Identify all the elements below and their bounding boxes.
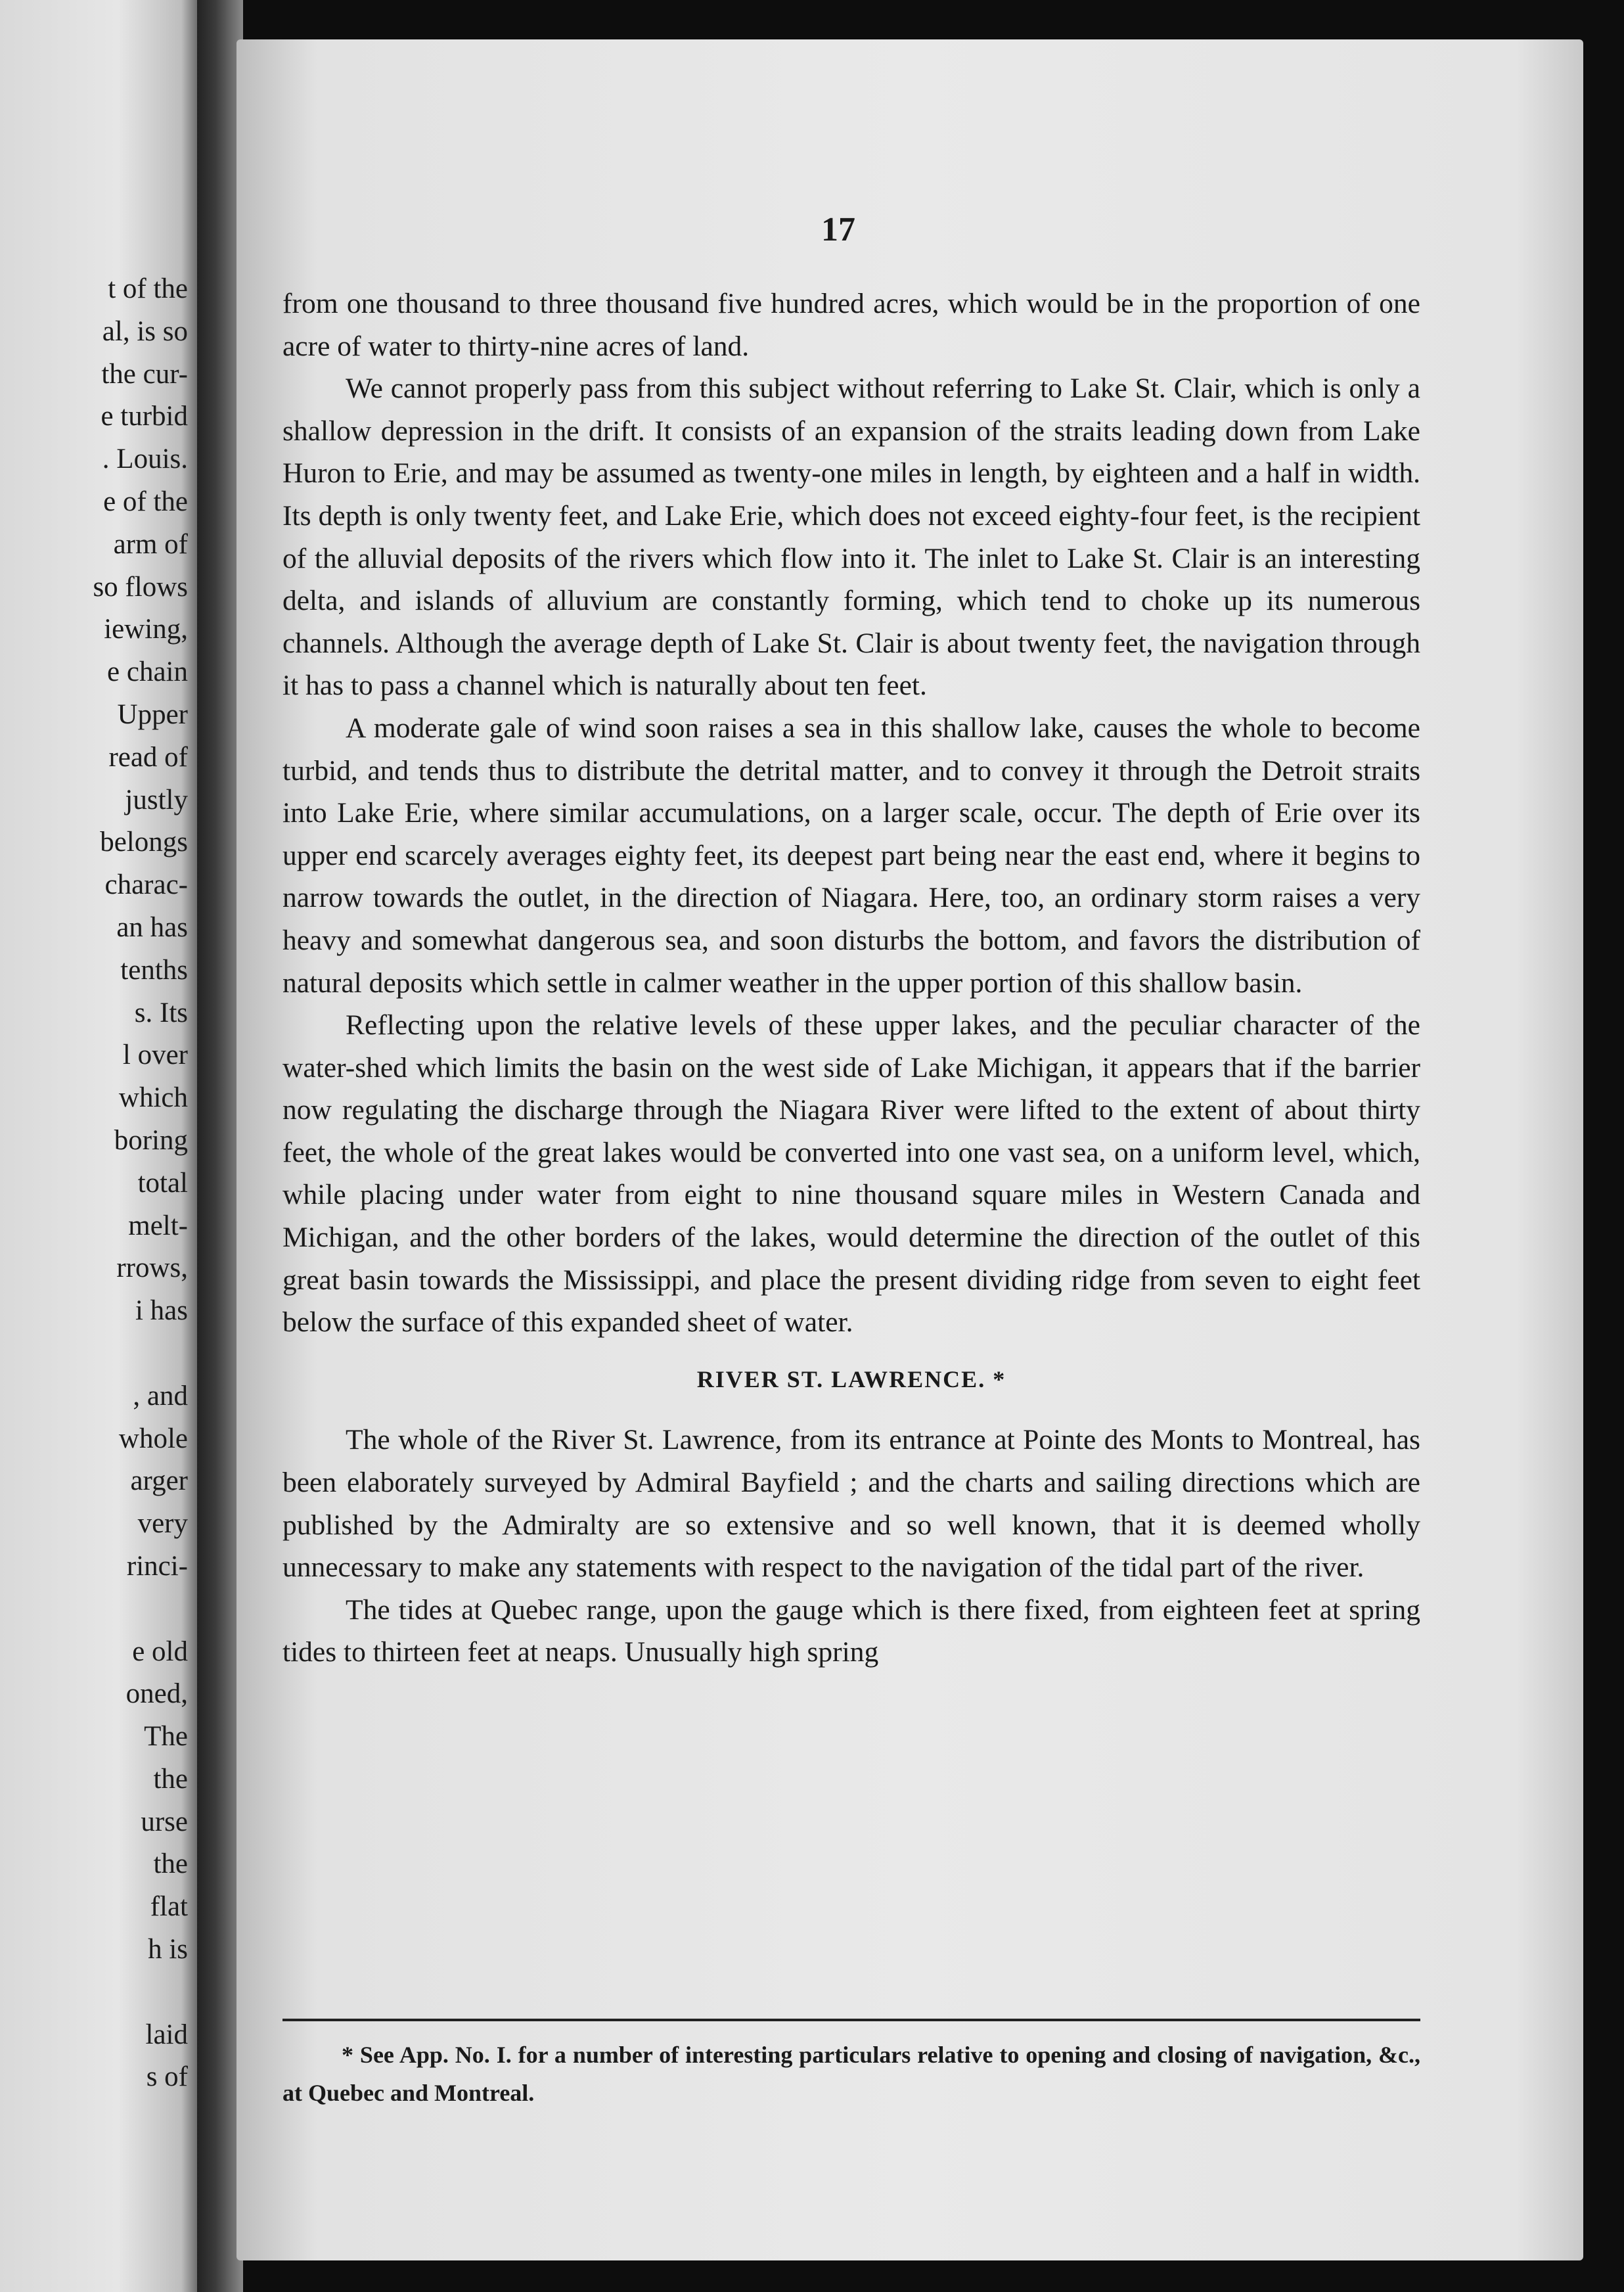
paragraph: The tides at Quebec range, upon the gauge which is there fixed, from eighteen feet at spring tides to thirteen feet at neaps. Unusually high spring [282,1593,1420,1668]
left-page-line: laid [145,2019,188,2050]
body-text [282,283,1420,1674]
left-page-line: , and [133,1380,188,1411]
left-page-line: s of [146,2061,188,2093]
left-page-line: the [153,1763,188,1795]
left-page-line: h is [148,1934,188,1965]
left-page-line: rrows, [116,1252,188,1284]
left-page-line: e turbid [101,401,188,432]
left-page-line: arger [130,1465,188,1497]
left-page-line: charac- [104,869,188,901]
left-page-line: urse [141,1806,188,1837]
section-heading: RIVER ST. LAWRENCE. * [696,1365,1006,1392]
left-page-line [93,1588,188,1631]
left-page-line: i has [135,1295,188,1327]
paragraph: The whole of the River St. Lawrence, from its entrance at Pointe des Monts to Montreal, has been elaborately surveyed by Admiral Bayfield ; and the charts and sailing directions which are published by the Admiralty are so extensive and so well known, that it is deemed wholly unnecessary to make any statements with respect to the navigation of the tidal part of the river. [282,1424,1420,1584]
left-page-line: Upper [117,699,188,730]
left-page-line: total [137,1167,188,1199]
left-page-line: l over [122,1040,188,1071]
page-number: 17 [821,211,855,248]
left-page-line: al, is so [102,315,188,347]
left-page-line: . Louis. [102,444,188,475]
left-page-line: iewing, [104,614,188,645]
left-page-line [93,1333,188,1375]
paragraph: We cannot properly pass from this subject without referring to Lake St. Clair, which is only a shallow depression in the drift. It consists of an expansion of the straits leading down from Lake Huron to Erie, and may be assumed as twenty-one miles in length, by eighteen and a half in width. Its depth is only twenty feet, and Lake Erie, which does not exceed eighty-four feet, is the recipient of the alluvial deposits of the rivers which flow into it. The inlet to Lake St. Clair is an interesting delta, and islands of alluvium are constantly forming, which tend to choke up its numerous channels. Although the average depth of Lake St. Clair is about twenty feet, the navigation through it has to pass a channel which is naturally about ten feet. [282,373,1420,702]
left-page-line: t of the [108,273,188,304]
left-page-line: belongs [100,827,188,858]
left-page-line: tenths [120,954,188,986]
paragraph: from one thousand to three thousand five hundred acres, which would be in the proportion of one acre of water to thirty-nine acres of land. [282,288,1420,362]
left-page-line: oned, [125,1678,188,1710]
left-page-line: which [118,1082,188,1114]
paragraph: Reflecting upon the relative levels of these upper lakes, and the peculiar character of the water-shed which limits the basin on the west side of Lake Michigan, it appears that if the barrier now regulating the discharge through the Niagara River were lifted to the extent of about thirty feet, the whole of the great lakes would be converted into one vast sea, on a uniform level, which, while placing under water from eight to nine thousand square miles in Western Canada and Michigan, and the other borders of the lakes, would determine the direction of the outlet of this great basin towards the Mississippi, and place the present dividing ridge from seven to eight feet below the surface of this expanded sheet of water. [282,1009,1420,1339]
paragraph: A moderate gale of wind soon raises a sea in this shallow lake, causes the whole to become turbid, and tends thus to distribute the detrital matter, and to convey it through the Detroit straits into Lake Erie, where similar accumulations, on a larger scale, occur. The depth of Erie over its upper end scarcely averages eighty feet, its deepest part being near the east end, where it begins to narrow towards the outlet, in the direction of Niagara. Here, too, an ordinary storm raises a very heavy and somewhat dangerous sea, and soon disturbs the bottom, and favors the distribution of natural deposits which settle in calmer weather in the upper portion of this shallow basin. [282,712,1420,999]
left-page-line: e of the [103,486,188,517]
left-page-line: an has [116,911,188,943]
left-page-line: arm of [113,528,188,560]
left-page-line: e old [132,1636,188,1667]
left-page-line: rinci- [126,1550,188,1582]
left-page-line: the cur- [101,358,188,390]
left-page-line: flat [150,1891,188,1923]
left-page-line: very [137,1508,188,1540]
left-page-line: so flows [93,571,188,603]
left-page-text [93,268,188,2099]
left-facing-page [0,0,197,2292]
left-page-line: read of [108,741,188,773]
left-page-line: melt- [128,1210,188,1241]
left-page-line: The [144,1721,188,1753]
footnote: * See App. No. I. for a number of interesting particulars relative to opening and closing of navigation, &c., at Quebec and Montreal. [282,2042,1420,2106]
left-page-line: the [153,1848,188,1880]
left-page-line: s. Its [134,997,188,1028]
footnote-rule [282,2019,1420,2021]
left-page-line [93,1971,188,2014]
left-page-line: e chain [107,656,188,688]
left-page-line: boring [114,1124,188,1156]
left-page-line: whole [118,1423,188,1454]
left-page-line: justly [125,784,188,815]
